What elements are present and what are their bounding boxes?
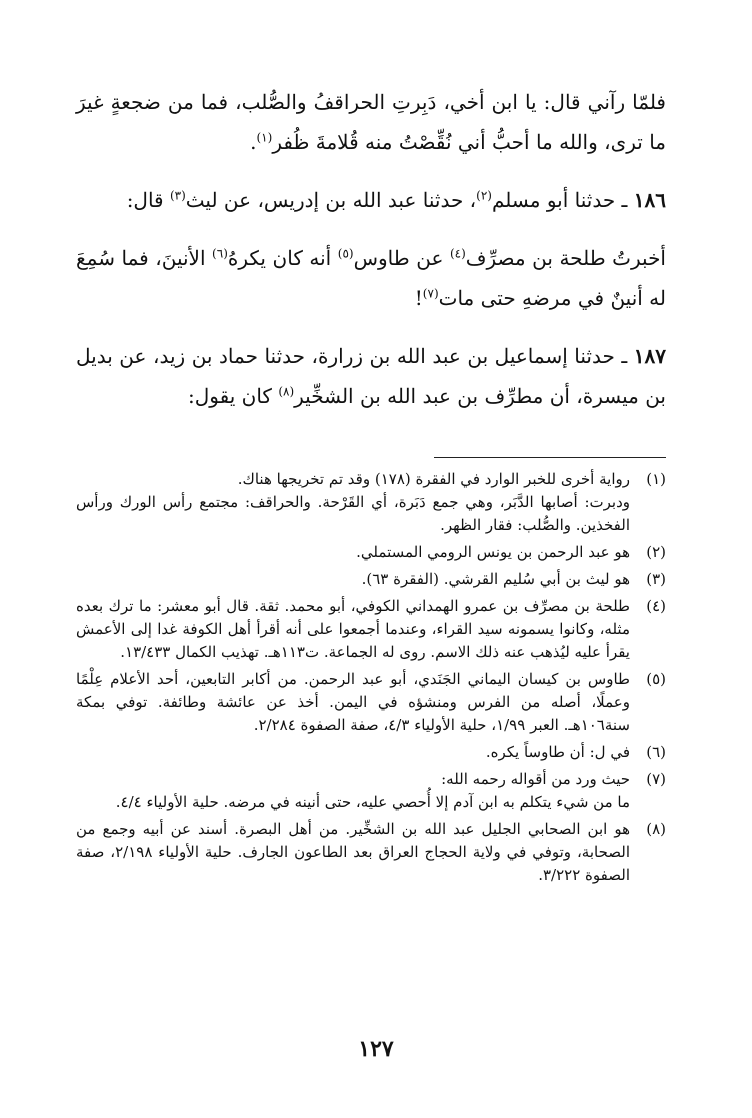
footnote-text: هو ابن الصحابي الجليل عبد الله بن الشخِّير. من أهل البصرة. أسند عن أبيه وجمع من الصحابة، وتوفي في ولاية الحجاج العراق بعد الطاعون الجارف. حلية الأولياء ٢/١٩٨، صفة الصفوة ٣/٢٢٢. xyxy=(76,820,630,884)
footnote-number: (٢) xyxy=(646,543,666,561)
paragraph-text: الأنينَ، فما سُمِعَ له أنينٌ في مرضهِ حتى مات xyxy=(76,246,666,310)
footnote-text: في ل: أن طاوساً يكره. xyxy=(485,743,630,761)
footnote-ref: (٦) xyxy=(212,246,228,261)
footnote-text: ودبرت: أصابها الدَّبَر، وهي جمع دَبَرة، أي القَرْحة. والحراقف: مجتمع رأس الورك ورأس الفخذين. والصُّلب: فقار الظهر. xyxy=(76,493,630,534)
footnote-number: (٨) xyxy=(646,820,666,838)
footnote xyxy=(76,595,666,664)
footnote xyxy=(76,541,666,564)
footnote-text: حيث ورد من أقواله رحمه الله: xyxy=(441,770,630,788)
footnote-number: (١) xyxy=(646,470,666,488)
footnote-number: (٧) xyxy=(646,770,666,788)
footnote-text: رواية أخرى للخبر الوارد في الفقرة (١٧٨) وقد تم تخريجها هناك. xyxy=(237,470,630,488)
footnote-ref: (٧) xyxy=(422,286,439,301)
footnote-text: هو ليث بن أبي سُليم القرشي. (الفقرة ٦٣). xyxy=(361,570,630,588)
page-number: ١٢٧ xyxy=(358,1036,394,1062)
paragraph-text: أنه كان يكرهُ xyxy=(227,246,338,270)
footnote-number: (٣) xyxy=(646,570,666,588)
footnote-text: هو عبد الرحمن بن يونس الرومي المستملي. xyxy=(356,543,630,561)
paragraph-text: عن طاوس xyxy=(353,246,450,270)
hadith-number: ١٨٧ xyxy=(633,344,666,368)
paragraph-186 xyxy=(76,180,666,220)
footnote-ref: (٨) xyxy=(278,384,295,399)
paragraph-text: كان يقول: xyxy=(188,384,279,408)
footnote-text: ما من شيء يتكلم به ابن آدم إلا أُحصي عليه، حتى أنينه في مرضه. حلية الأولياء ٤/٤. xyxy=(115,793,630,811)
footnote-ref: (١) xyxy=(256,130,273,145)
paragraph-text: أخبرتُ طلحة بن مصرِّف xyxy=(465,246,666,270)
paragraph-text: ! xyxy=(414,286,423,310)
footnote-text: طلحة بن مصرِّف بن عمرو الهمداني الكوفي، أبو محمد. ثقة. قال أبو معشر: ما ترك بعده مثله، وكانوا يسمونه سيد القراء، وعندما أجمعوا على أنه أقرأ أهل الكوفة غدا إلى الأعمش يقرأ عليه ليُذهب عنه ذلك الاسم. روى له الجماعة. ت١١٣هـ. تهذيب الكمال ١٣/٤٣٣. xyxy=(76,597,630,661)
footnote xyxy=(76,668,666,737)
paragraph-text: ، حدثنا عبد الله بن إدريس، عن ليث xyxy=(185,188,477,212)
footnote-ref: (٢) xyxy=(476,188,492,203)
paragraph-text: ـ حدثنا أبو مسلم xyxy=(491,188,634,212)
hadith-number: ١٨٦ xyxy=(633,188,666,212)
footnote-number: (٤) xyxy=(646,597,666,615)
paragraph-187 xyxy=(76,336,666,416)
footnote xyxy=(76,818,666,887)
footnote xyxy=(76,468,666,537)
footnotes xyxy=(76,468,666,891)
footnote xyxy=(76,568,666,591)
footnote-ref: (٥) xyxy=(337,246,354,261)
footnote-number: (٦) xyxy=(646,743,666,761)
footnote-number: (٥) xyxy=(646,670,666,688)
paragraph-text: ـ حدثنا إسماعيل بن عبد الله بن زرارة، حدثنا حماد بن زيد، عن بديل بن ميسرة، أن مطرِّف بن عبد الله بن الشخِّير xyxy=(76,344,666,408)
footnote xyxy=(76,768,666,814)
main-text xyxy=(76,82,666,416)
footnote-text: طاوس بن كيسان اليماني الجَنَدي، أبو عبد الرحمن. من أكابر التابعين، أحد الأعلام عِلْمًا وعملًا، أصله من الفرس ومنشؤه في اليمن. أخذ عن عائشة وطائفة. توفي بمكة سنة١٠٦هـ. العبر ١/٩٩، حلية الأولياء ٤/٣، صفة الصفوة ٢/٢٨٤. xyxy=(76,670,630,734)
paragraph-3 xyxy=(76,238,666,318)
footnote xyxy=(76,741,666,764)
paragraph-text: فلمّا رآني قال: يا ابن أخي، دَبِرتِ الحراقفُ والصُّلب، فما من ضجعةٍ غيرَ ما ترى، والله ما أحبُّ أني نُقِّصْتُ منه قُلامةَ ظُفر xyxy=(76,90,666,154)
paragraph-1: فلمّا رآني قال: يا ابن أخي، دَبِرتِ الحراقفُ والصُّلب، فما من ضجعةٍ غيرَ ما ترى، والله ما أحبُّ أني نُقِّصْتُ منه قُلامةَ ظُفر$^{(١)}$. xyxy=(76,90,666,154)
footnote-ref: (٣) xyxy=(169,188,186,203)
paragraph-text: قال: xyxy=(126,188,170,212)
footnote-divider xyxy=(434,457,666,458)
footnote-ref: (٤) xyxy=(449,246,466,261)
